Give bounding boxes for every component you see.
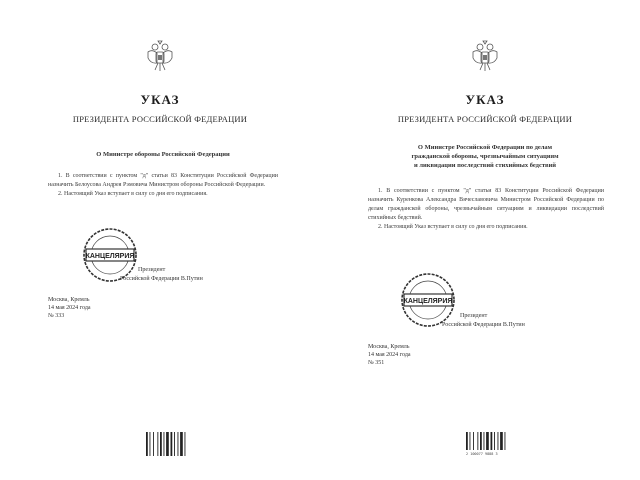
signature-line: Президент [460, 313, 488, 319]
decree-body [368, 187, 604, 232]
heading-line: и ликвидации последствий стихийных бедствий [413, 162, 557, 169]
decree-subtitle: ПРЕЗИДЕНТА РОССИЙСКОЙ ФЕДЕРАЦИИ [72, 114, 248, 124]
decree-place-date [368, 343, 411, 367]
coat-of-arms-icon [470, 40, 500, 74]
decree-title: УКАЗ [465, 92, 505, 107]
decree-heading [370, 143, 600, 170]
decree-paragraph: 2. Настоящий Указ вступает в силу со дня его подписания. [58, 191, 208, 197]
decree-place: Москва, Кремль [48, 297, 90, 303]
decree-page-right [320, 0, 640, 480]
signature-block [120, 266, 203, 284]
decree-body [48, 172, 278, 199]
heading-line: гражданской обороны, чрезвычайным ситуациям [411, 153, 559, 160]
heading-line: О Министре обороны Российской Федерации [96, 151, 230, 158]
decree-title: УКАЗ [140, 92, 180, 107]
decree-place-date [48, 296, 91, 320]
barcode [146, 432, 186, 456]
barcode-number: 2 100077 9888 3 [466, 452, 498, 456]
signature-line: Президент [138, 267, 166, 273]
decree-number: № 333 [48, 313, 65, 319]
decree-paragraph: 2. Настоящий Указ вступает в силу со дня его подписания. [378, 224, 528, 230]
stamp-label: КАНЦЕЛЯРИЯ [85, 253, 135, 260]
decree-date: 14 мая 2024 года [48, 305, 91, 311]
signature-line: Российской Федерации В.Путин [120, 276, 203, 282]
coat-of-arms-icon [145, 40, 175, 74]
decree-place: Москва, Кремль [368, 344, 410, 350]
signature-line: Российской Федерации В.Путин [442, 322, 525, 328]
decree-number: № 351 [368, 360, 385, 366]
decree-paragraph: 1. В соответствии с пунктом "д" статьи 83 Конституции Российской Федерации назначить Куренкова Александра Вячеславовича Министром Российской Федерации по делам гражданской обороны, чрезвычайным ситуациям и ликвидации последствий стихийных бедствий. [368, 188, 604, 221]
decree-paragraph: 1. В соответствии с пунктом "д" статьи 83 Конституции Российской Федерации назначить Белоусова Андрея Рэмовича Министром обороны Российской Федерации. [48, 173, 278, 188]
stamp-label: КАНЦЕЛЯРИЯ [403, 298, 453, 305]
signature-block [442, 312, 525, 330]
decree-date: 14 мая 2024 года [368, 352, 411, 358]
decree-heading [48, 150, 278, 159]
decree-subtitle: ПРЕЗИДЕНТА РОССИЙСКОЙ ФЕДЕРАЦИИ [397, 114, 573, 124]
heading-line: О Министре Российской Федерации по делам [417, 144, 553, 151]
barcode [466, 432, 506, 450]
